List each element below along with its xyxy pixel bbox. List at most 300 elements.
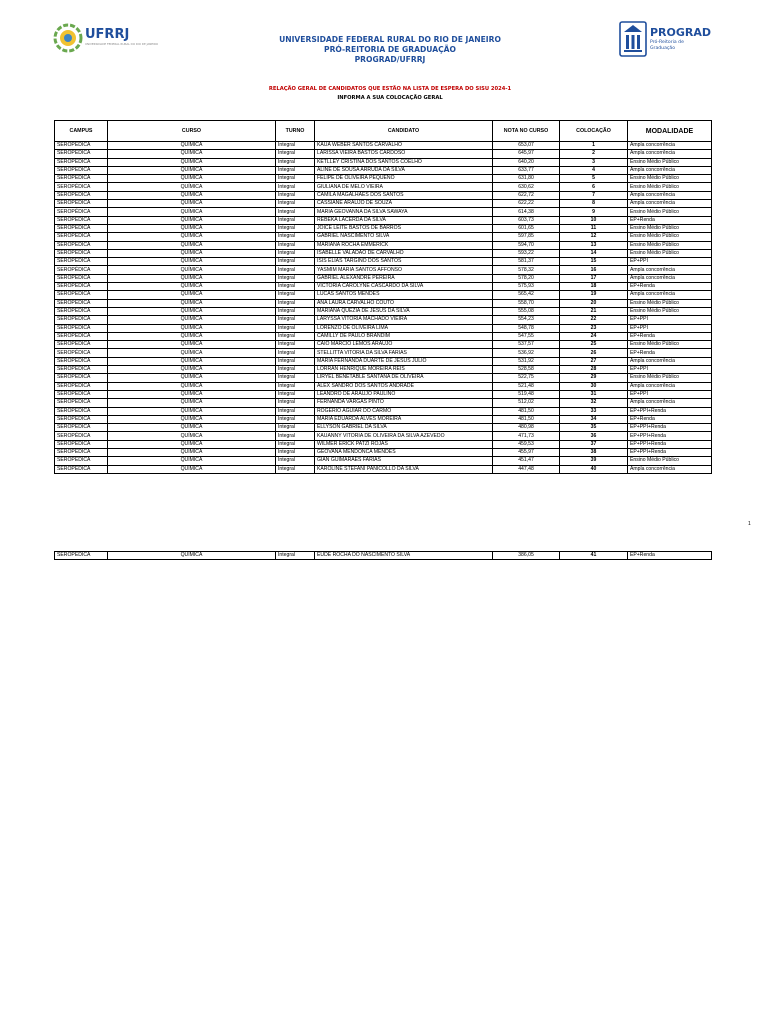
- cell-nota: 558,70: [493, 299, 560, 307]
- cell-candidato: KAUANNY VITORIA DE OLIVEIRA DA SILVA AZEVEDO: [315, 432, 493, 440]
- cell-turno: Integral: [276, 233, 315, 241]
- cell-curso: QUÍMICA: [108, 366, 276, 374]
- cell-colocacao: 8: [560, 200, 628, 208]
- cell-nota: 451,47: [493, 457, 560, 465]
- cell-turno: Integral: [276, 374, 315, 382]
- col-header-campus: CAMPUS: [55, 121, 108, 142]
- cell-nota: 554,23: [493, 316, 560, 324]
- cell-modalidade: Ensino Médio Público: [628, 208, 712, 216]
- cell-colocacao: 33: [560, 407, 628, 415]
- cell-nota: 565,42: [493, 291, 560, 299]
- cell-nota: 522,75: [493, 374, 560, 382]
- cell-turno: Integral: [276, 407, 315, 415]
- cell-candidato: FELIPE DE OLIVEIRA PEQUENO: [315, 175, 493, 183]
- col-header-nota: NOTA NO CURSO: [493, 121, 560, 142]
- cell-colocacao: 17: [560, 274, 628, 282]
- cell-campus: SEROPÉDICA: [55, 150, 108, 158]
- cell-modalidade: Ampla concorrência: [628, 266, 712, 274]
- cell-candidato: ISABELLE VALADAO DE CARVALHO: [315, 249, 493, 257]
- table-row: [55, 324, 712, 332]
- cell-colocacao: 10: [560, 216, 628, 224]
- cell-colocacao: 2: [560, 150, 628, 158]
- header-prograd: PROGRAD/UFRRJ: [354, 55, 426, 64]
- cell-campus: SEROPÉDICA: [55, 142, 108, 150]
- cell-nota: 547,55: [493, 332, 560, 340]
- cell-campus: SEROPÉDICA: [55, 233, 108, 241]
- cell-campus: SEROPÉDICA: [55, 374, 108, 382]
- cell-campus: SEROPÉDICA: [55, 349, 108, 357]
- cell-turno: Integral: [276, 341, 315, 349]
- cell-turno: Integral: [276, 552, 315, 560]
- cell-colocacao: 22: [560, 316, 628, 324]
- cell-colocacao: 7: [560, 191, 628, 199]
- cell-candidato: CAMILLY DE PAULO BRANDIM: [315, 332, 493, 340]
- cell-campus: SEROPÉDICA: [55, 216, 108, 224]
- cell-turno: Integral: [276, 357, 315, 365]
- cell-modalidade: Ensino Médio Público: [628, 224, 712, 232]
- table-row: [55, 241, 712, 249]
- cell-turno: Integral: [276, 241, 315, 249]
- table-row: [55, 432, 712, 440]
- cell-campus: SEROPÉDICA: [55, 552, 108, 560]
- cell-candidato: ALINE DE SOUSA ARRUDA DA SILVA: [315, 166, 493, 174]
- cell-colocacao: 4: [560, 166, 628, 174]
- cell-curso: QUÍMICA: [108, 150, 276, 158]
- cell-modalidade: Ampla concorrência: [628, 200, 712, 208]
- cell-modalidade: Ensino Médio Público: [628, 374, 712, 382]
- cell-turno: Integral: [276, 258, 315, 266]
- cell-candidato: GABRIEL NASCIMENTO SILVA: [315, 233, 493, 241]
- cell-campus: SEROPÉDICA: [55, 241, 108, 249]
- cell-candidato: WILMER ERICK PATZI ROJAS: [315, 440, 493, 448]
- cell-nota: 548,78: [493, 324, 560, 332]
- cell-nota: 471,73: [493, 432, 560, 440]
- cell-turno: Integral: [276, 399, 315, 407]
- col-header-colocacao: COLOCAÇÃO: [560, 121, 628, 142]
- cell-curso: QUÍMICA: [108, 208, 276, 216]
- table-row: [55, 552, 712, 560]
- table-row: [55, 216, 712, 224]
- cell-candidato: GEOVANA MENDONCA MENDES: [315, 448, 493, 456]
- cell-campus: SEROPÉDICA: [55, 183, 108, 191]
- table-row: [55, 233, 712, 241]
- table-row: [55, 374, 712, 382]
- cell-modalidade: Ensino Médio Público: [628, 299, 712, 307]
- svg-text:UNIVERSIDADE FEDERAL RURAL DO: UNIVERSIDADE FEDERAL RURAL DO RIO DE JANEIRO: [85, 42, 159, 46]
- cell-colocacao: 39: [560, 457, 628, 465]
- cell-curso: QUÍMICA: [108, 316, 276, 324]
- cell-modalidade: Ensino Médio Público: [628, 158, 712, 166]
- cell-modalidade: Ampla concorrência: [628, 357, 712, 365]
- list-title: RELAÇÃO GERAL DE CANDIDATOS QUE ESTÃO NA LISTA DE ESPERA DO SISU 2024-1: [268, 86, 512, 92]
- table-row: [55, 399, 712, 407]
- cell-campus: SEROPÉDICA: [55, 465, 108, 473]
- table-row: [55, 366, 712, 374]
- cell-colocacao: 40: [560, 465, 628, 473]
- table-row: [55, 407, 712, 415]
- cell-colocacao: 13: [560, 241, 628, 249]
- cell-turno: Integral: [276, 324, 315, 332]
- cell-campus: SEROPÉDICA: [55, 224, 108, 232]
- cell-campus: SEROPÉDICA: [55, 299, 108, 307]
- ufrrj-emblem-icon: [52, 18, 162, 58]
- cell-candidato: EUDE ROCHA DO NASCIMENTO SILVA: [315, 552, 493, 560]
- table-row: [55, 357, 712, 365]
- cell-turno: Integral: [276, 465, 315, 473]
- cell-candidato: KETLLEY CRISTINA DOS SANTOS COELHO: [315, 158, 493, 166]
- header-university: UNIVERSIDADE FEDERAL RURAL DO RIO DE JANEIRO: [279, 35, 501, 44]
- cell-curso: QUÍMICA: [108, 191, 276, 199]
- cell-campus: SEROPÉDICA: [55, 258, 108, 266]
- table-header-row: [55, 121, 712, 142]
- cell-campus: SEROPÉDICA: [55, 249, 108, 257]
- cell-modalidade: Ampla concorrência: [628, 166, 712, 174]
- table-row: [55, 266, 712, 274]
- cell-turno: Integral: [276, 175, 315, 183]
- table-row: [55, 332, 712, 340]
- page-number: 1: [748, 521, 751, 527]
- list-subtitle: INFORMA A SUA COLOCAÇÃO GERAL: [337, 95, 443, 101]
- cell-candidato: MARIANA QUEZIA DE JESUS DA SILVA: [315, 307, 493, 315]
- cell-campus: SEROPÉDICA: [55, 440, 108, 448]
- table-row: [55, 150, 712, 158]
- cell-turno: Integral: [276, 457, 315, 465]
- cell-turno: Integral: [276, 183, 315, 191]
- cell-campus: SEROPÉDICA: [55, 341, 108, 349]
- cell-turno: Integral: [276, 424, 315, 432]
- cell-modalidade: EP+Renda: [628, 349, 712, 357]
- cell-turno: Integral: [276, 266, 315, 274]
- cell-turno: Integral: [276, 307, 315, 315]
- prograd-logo: [618, 16, 718, 62]
- cell-campus: SEROPÉDICA: [55, 382, 108, 390]
- cell-curso: QUÍMICA: [108, 274, 276, 282]
- cell-candidato: ISIS ELIAS TARGINO DOS SANTOS: [315, 258, 493, 266]
- cell-nota: 578,32: [493, 266, 560, 274]
- cell-modalidade: Ampla concorrência: [628, 291, 712, 299]
- cell-candidato: MARIA FERNANDA DUARTE DE JESUS JULIO: [315, 357, 493, 365]
- candidates-table-continued: [54, 551, 712, 560]
- table-row: [55, 258, 712, 266]
- cell-nota: 459,53: [493, 440, 560, 448]
- cell-turno: Integral: [276, 224, 315, 232]
- cell-colocacao: 5: [560, 175, 628, 183]
- cell-candidato: KAUA WEBER SANTOS CARVALHO: [315, 142, 493, 150]
- cell-nota: 640,20: [493, 158, 560, 166]
- table-row: [55, 191, 712, 199]
- table-row: [55, 415, 712, 423]
- cell-campus: SEROPÉDICA: [55, 274, 108, 282]
- cell-colocacao: 27: [560, 357, 628, 365]
- table-body-continued: [55, 552, 712, 560]
- cell-nota: 481,50: [493, 407, 560, 415]
- cell-modalidade: EP+PPI+Renda: [628, 407, 712, 415]
- cell-colocacao: 15: [560, 258, 628, 266]
- cell-colocacao: 34: [560, 415, 628, 423]
- cell-nota: 536,92: [493, 349, 560, 357]
- cell-candidato: GIAN GUIMARAES FARIAS: [315, 457, 493, 465]
- table-row: [55, 249, 712, 257]
- cell-modalidade: Ensino Médio Público: [628, 341, 712, 349]
- cell-candidato: VICTORIA CAROLYNE CASCARDO DA SILVA: [315, 283, 493, 291]
- svg-text:Graduação: Graduação: [650, 46, 676, 51]
- cell-turno: Integral: [276, 382, 315, 390]
- cell-curso: QUÍMICA: [108, 142, 276, 150]
- cell-colocacao: 11: [560, 224, 628, 232]
- cell-candidato: MARIA GEOVANNA DA SILVA SAWAYA: [315, 208, 493, 216]
- cell-campus: SEROPÉDICA: [55, 283, 108, 291]
- cell-candidato: LUCAS SANTOS MENDES: [315, 291, 493, 299]
- cell-curso: QUÍMICA: [108, 448, 276, 456]
- table-row: [55, 316, 712, 324]
- cell-nota: 512,02: [493, 399, 560, 407]
- table-row: [55, 283, 712, 291]
- cell-colocacao: 36: [560, 432, 628, 440]
- cell-colocacao: 18: [560, 283, 628, 291]
- cell-nota: 601,65: [493, 224, 560, 232]
- cell-campus: SEROPÉDICA: [55, 291, 108, 299]
- cell-turno: Integral: [276, 249, 315, 257]
- cell-candidato: CASSIANE ARAUJO DE SOUZA: [315, 200, 493, 208]
- cell-curso: QUÍMICA: [108, 307, 276, 315]
- cell-turno: Integral: [276, 349, 315, 357]
- cell-nota: 555,08: [493, 307, 560, 315]
- cell-candidato: LORRAN HENRIQUE MOREIRA REIS: [315, 366, 493, 374]
- table-row: [55, 166, 712, 174]
- cell-candidato: MARIANA ROCHA EMMERICK: [315, 241, 493, 249]
- cell-nota: 481,50: [493, 415, 560, 423]
- cell-modalidade: Ensino Médio Público: [628, 175, 712, 183]
- cell-turno: Integral: [276, 208, 315, 216]
- cell-candidato: REBEKA LACERDA DA SILVA: [315, 216, 493, 224]
- table-row: [55, 142, 712, 150]
- cell-curso: QUÍMICA: [108, 357, 276, 365]
- cell-candidato: GIULIANA DE MELO VIEIRA: [315, 183, 493, 191]
- cell-colocacao: 32: [560, 399, 628, 407]
- cell-campus: SEROPÉDICA: [55, 407, 108, 415]
- cell-campus: SEROPÉDICA: [55, 175, 108, 183]
- cell-nota: 521,48: [493, 382, 560, 390]
- cell-nota: 480,98: [493, 424, 560, 432]
- cell-modalidade: Ampla concorrência: [628, 382, 712, 390]
- cell-modalidade: EP+PPI: [628, 258, 712, 266]
- cell-campus: SEROPÉDICA: [55, 357, 108, 365]
- cell-curso: QUÍMICA: [108, 332, 276, 340]
- cell-modalidade: Ensino Médio Público: [628, 307, 712, 315]
- cell-candidato: CAIO MARCIO LEMOS ARAUJO: [315, 341, 493, 349]
- cell-nota: 581,37: [493, 258, 560, 266]
- cell-candidato: KAROLINE STEFANI PANICOLLO DA SILVA: [315, 465, 493, 473]
- cell-modalidade: Ampla concorrência: [628, 399, 712, 407]
- cell-nota: 594,70: [493, 241, 560, 249]
- cell-nota: 537,57: [493, 341, 560, 349]
- cell-curso: QUÍMICA: [108, 415, 276, 423]
- cell-modalidade: Ampla concorrência: [628, 274, 712, 282]
- table-row: [55, 448, 712, 456]
- table-row: [55, 424, 712, 432]
- cell-modalidade: EP+Renda: [628, 415, 712, 423]
- cell-nota: 614,38: [493, 208, 560, 216]
- col-header-turno: TURNO: [276, 121, 315, 142]
- cell-candidato: LIRYEL BENETABLE SANTANA DE OLIVEIRA: [315, 374, 493, 382]
- cell-campus: SEROPÉDICA: [55, 432, 108, 440]
- cell-colocacao: 38: [560, 448, 628, 456]
- cell-colocacao: 20: [560, 299, 628, 307]
- cell-nota: 593,22: [493, 249, 560, 257]
- cell-campus: SEROPÉDICA: [55, 158, 108, 166]
- cell-nota: 447,48: [493, 465, 560, 473]
- table-row: [55, 307, 712, 315]
- cell-turno: Integral: [276, 216, 315, 224]
- col-header-modalidade: MODALIDADE: [628, 121, 712, 142]
- cell-candidato: LARISSA VIEIRA BASTOS CARDOSO: [315, 150, 493, 158]
- cell-campus: SEROPÉDICA: [55, 448, 108, 456]
- cell-nota: 519,48: [493, 390, 560, 398]
- cell-modalidade: Ampla concorrência: [628, 465, 712, 473]
- cell-turno: Integral: [276, 415, 315, 423]
- cell-nota: 455,97: [493, 448, 560, 456]
- table-row: [55, 440, 712, 448]
- cell-curso: QUÍMICA: [108, 175, 276, 183]
- cell-modalidade: EP+Renda: [628, 216, 712, 224]
- cell-nota: 578,20: [493, 274, 560, 282]
- cell-turno: Integral: [276, 283, 315, 291]
- cell-curso: QUÍMICA: [108, 249, 276, 257]
- cell-modalidade: EP+PPI+Renda: [628, 432, 712, 440]
- cell-candidato: STELLITTA VITORIA DA SILVA FARIAS: [315, 349, 493, 357]
- cell-colocacao: 24: [560, 332, 628, 340]
- table-row: [55, 382, 712, 390]
- cell-modalidade: EP+PPI+Renda: [628, 424, 712, 432]
- table-row: [55, 465, 712, 473]
- cell-candidato: ANA LAURA CARVALHO COUTO: [315, 299, 493, 307]
- cell-turno: Integral: [276, 291, 315, 299]
- cell-modalidade: EP+Renda: [628, 283, 712, 291]
- cell-turno: Integral: [276, 158, 315, 166]
- cell-modalidade: EP+Renda: [628, 332, 712, 340]
- cell-colocacao: 30: [560, 382, 628, 390]
- cell-colocacao: 41: [560, 552, 628, 560]
- table-body: [55, 142, 712, 474]
- cell-campus: SEROPÉDICA: [55, 200, 108, 208]
- header-prorectory: PRÓ-REITORIA DE GRADUAÇÃO: [324, 45, 456, 54]
- table-row: [55, 200, 712, 208]
- table-row: [55, 349, 712, 357]
- cell-colocacao: 12: [560, 233, 628, 241]
- ufrrj-logo: [52, 18, 162, 58]
- cell-candidato: ROGERIO AGUIAR DO CARMO: [315, 407, 493, 415]
- cell-candidato: FERNANDA VARGAS PINTO: [315, 399, 493, 407]
- cell-candidato: LORENZO DE OLIVEIRA LIMA: [315, 324, 493, 332]
- cell-nota: 575,93: [493, 283, 560, 291]
- cell-nota: 630,62: [493, 183, 560, 191]
- cell-curso: QUÍMICA: [108, 374, 276, 382]
- cell-nota: 597,85: [493, 233, 560, 241]
- cell-campus: SEROPÉDICA: [55, 399, 108, 407]
- cell-campus: SEROPÉDICA: [55, 316, 108, 324]
- cell-curso: QUÍMICA: [108, 299, 276, 307]
- cell-nota: 645,97: [493, 150, 560, 158]
- cell-modalidade: Ensino Médio Público: [628, 233, 712, 241]
- cell-modalidade: EP+PPI: [628, 366, 712, 374]
- cell-campus: SEROPÉDICA: [55, 208, 108, 216]
- cell-colocacao: 25: [560, 341, 628, 349]
- table-row: [55, 299, 712, 307]
- cell-turno: Integral: [276, 166, 315, 174]
- cell-colocacao: 29: [560, 374, 628, 382]
- table-row: [55, 208, 712, 216]
- cell-colocacao: 26: [560, 349, 628, 357]
- cell-modalidade: Ensino Médio Público: [628, 457, 712, 465]
- cell-nota: 528,58: [493, 366, 560, 374]
- cell-colocacao: 3: [560, 158, 628, 166]
- cell-curso: QUÍMICA: [108, 233, 276, 241]
- cell-campus: SEROPÉDICA: [55, 307, 108, 315]
- cell-colocacao: 35: [560, 424, 628, 432]
- cell-colocacao: 1: [560, 142, 628, 150]
- cell-curso: QUÍMICA: [108, 424, 276, 432]
- cell-curso: QUÍMICA: [108, 266, 276, 274]
- cell-campus: SEROPÉDICA: [55, 390, 108, 398]
- cell-nota: 653,07: [493, 142, 560, 150]
- cell-modalidade: EP+PPI: [628, 390, 712, 398]
- cell-colocacao: 21: [560, 307, 628, 315]
- cell-curso: QUÍMICA: [108, 399, 276, 407]
- cell-turno: Integral: [276, 432, 315, 440]
- table-row: [55, 390, 712, 398]
- cell-modalidade: EP+PPI: [628, 324, 712, 332]
- cell-curso: QUÍMICA: [108, 166, 276, 174]
- cell-turno: Integral: [276, 274, 315, 282]
- table-row: [55, 224, 712, 232]
- cell-colocacao: 16: [560, 266, 628, 274]
- col-header-candidato: CANDIDATO: [315, 121, 493, 142]
- cell-modalidade: Ensino Médio Público: [628, 249, 712, 257]
- cell-modalidade: Ensino Médio Público: [628, 183, 712, 191]
- cell-curso: QUÍMICA: [108, 258, 276, 266]
- cell-turno: Integral: [276, 191, 315, 199]
- prograd-building-icon: [618, 16, 718, 62]
- cell-curso: QUÍMICA: [108, 552, 276, 560]
- cell-turno: Integral: [276, 390, 315, 398]
- table-row: [55, 457, 712, 465]
- cell-nota: 633,77: [493, 166, 560, 174]
- cell-curso: QUÍMICA: [108, 440, 276, 448]
- cell-campus: SEROPÉDICA: [55, 332, 108, 340]
- cell-candidato: ALEX SANDRO DOS SANTOS ANDRADE: [315, 382, 493, 390]
- cell-curso: QUÍMICA: [108, 349, 276, 357]
- cell-nota: 603,73: [493, 216, 560, 224]
- cell-colocacao: 14: [560, 249, 628, 257]
- cell-candidato: MARIA EDUARDA ALVES MOREIRA: [315, 415, 493, 423]
- cell-curso: QUÍMICA: [108, 382, 276, 390]
- cell-turno: Integral: [276, 142, 315, 150]
- cell-colocacao: 6: [560, 183, 628, 191]
- cell-curso: QUÍMICA: [108, 407, 276, 415]
- cell-candidato: YASMIM MARIA SANTOS AFFONSO: [315, 266, 493, 274]
- cell-turno: Integral: [276, 299, 315, 307]
- cell-curso: QUÍMICA: [108, 216, 276, 224]
- col-header-curso: CURSO: [108, 121, 276, 142]
- table-row: [55, 291, 712, 299]
- cell-modalidade: EP+PPI+Renda: [628, 448, 712, 456]
- cell-campus: SEROPÉDICA: [55, 266, 108, 274]
- cell-curso: QUÍMICA: [108, 224, 276, 232]
- cell-campus: SEROPÉDICA: [55, 415, 108, 423]
- cell-modalidade: EP+PPI+Renda: [628, 440, 712, 448]
- cell-candidato: ELLYSON GABRIEL DA SILVA: [315, 424, 493, 432]
- cell-curso: QUÍMICA: [108, 183, 276, 191]
